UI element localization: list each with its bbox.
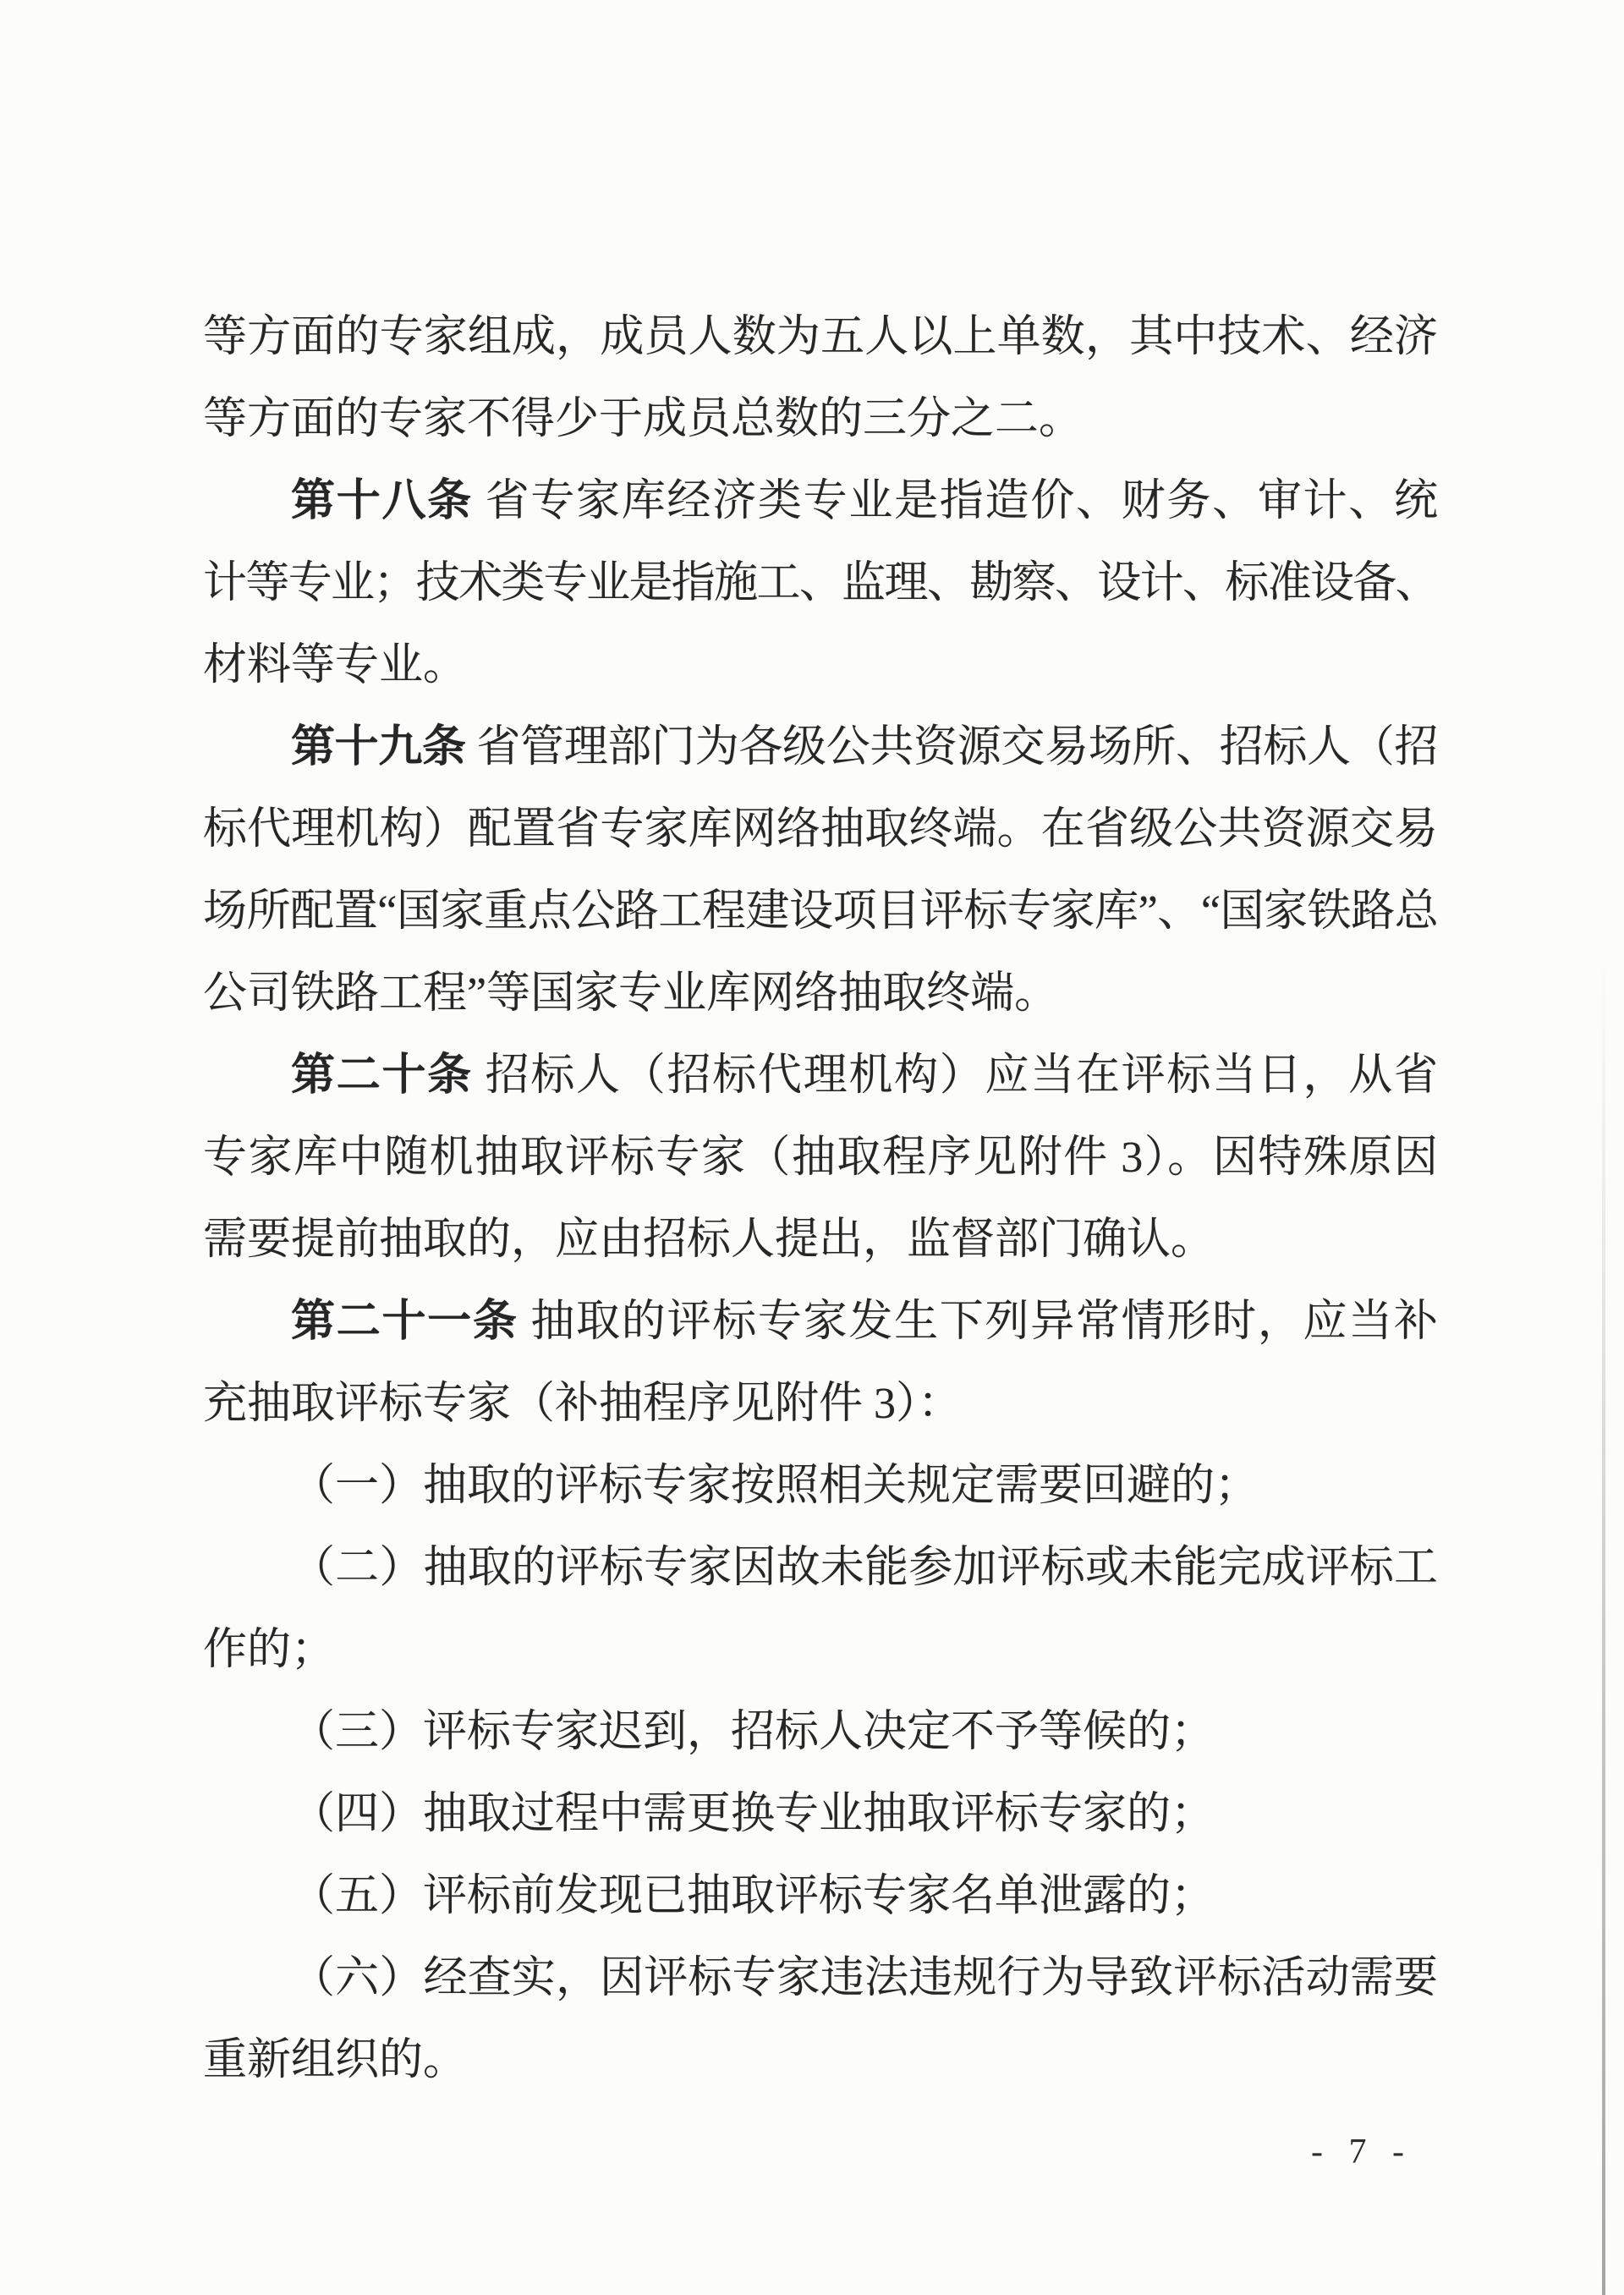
text-line: 公司铁路工程”等国家专业库网络抽取终端。 [203,969,1059,1018]
text-line: 作的； [203,1626,336,1674]
text-line: （二）抽取的评标专家因故未能参加评标或未能完成评标工 [291,1544,1438,1592]
clause-number: 第二十一条 [291,1298,518,1346]
text-line: 第二十条 招标人（招标代理机构）应当在评标当日，从省 [291,1051,1438,1100]
text-line: 标代理机构）配置省专家库网络抽取终端。在省级公共资源交易 [203,805,1438,854]
text-line: 材料等专业。 [203,641,468,689]
text-line: （五）评标前发现已抽取评标专家名单泄露的； [291,1872,1215,1920]
text-line: 第十九条 省管理部门为各级公共资源交易场所、招标人（招 [291,723,1439,771]
scan-artifact-line [1602,956,1605,2295]
text-line: 重新组织的。 [203,2036,468,2084]
clause-number: 第十八条 [291,477,473,525]
text-line: 充抽取评标专家（补抽程序见附件 3）： [203,1380,963,1428]
text-line: 第十八条 省专家库经济类专业是指造价、财务、审计、统 [291,477,1438,525]
text-line: 场所配置“国家重点公路工程建设项目评标专家库”、“国家铁路总 [203,887,1439,936]
text-line: （六）经查实，因评标专家违法违规行为导致评标活动需要 [291,1954,1438,2002]
text-line: （四）抽取过程中需更换专业抽取评标专家的； [291,1790,1215,1838]
text-line: 专家库中随机抽取评标专家（抽取程序见附件 3）。因特殊原因 [203,1134,1438,1182]
clause-number: 第二十条 [291,1051,473,1100]
text-line: 第二十一条 抽取的评标专家发生下列异常情形时，应当补 [291,1298,1438,1346]
document-text-block [203,296,1438,2101]
text-line: 需要提前抽取的，应由招标人提出，监督部门确认。 [203,1216,1215,1264]
text-line: 等方面的专家组成，成员人数为五人以上单数，其中技术、经济 [203,313,1438,361]
text-line: （一）抽取的评标专家按照相关规定需要回避的； [291,1462,1259,1510]
clause-number: 第十九条 [291,723,466,771]
text-line: 计等专业；技术类专业是指施工、监理、勘察、设计、标准设备、 [203,559,1438,607]
page-number: - 7 - [1311,2133,1413,2171]
text-line: 等方面的专家不得少于成员总数的三分之二。 [203,395,1084,443]
text-line: （三）评标专家迟到，招标人决定不予等候的； [291,1708,1215,1756]
